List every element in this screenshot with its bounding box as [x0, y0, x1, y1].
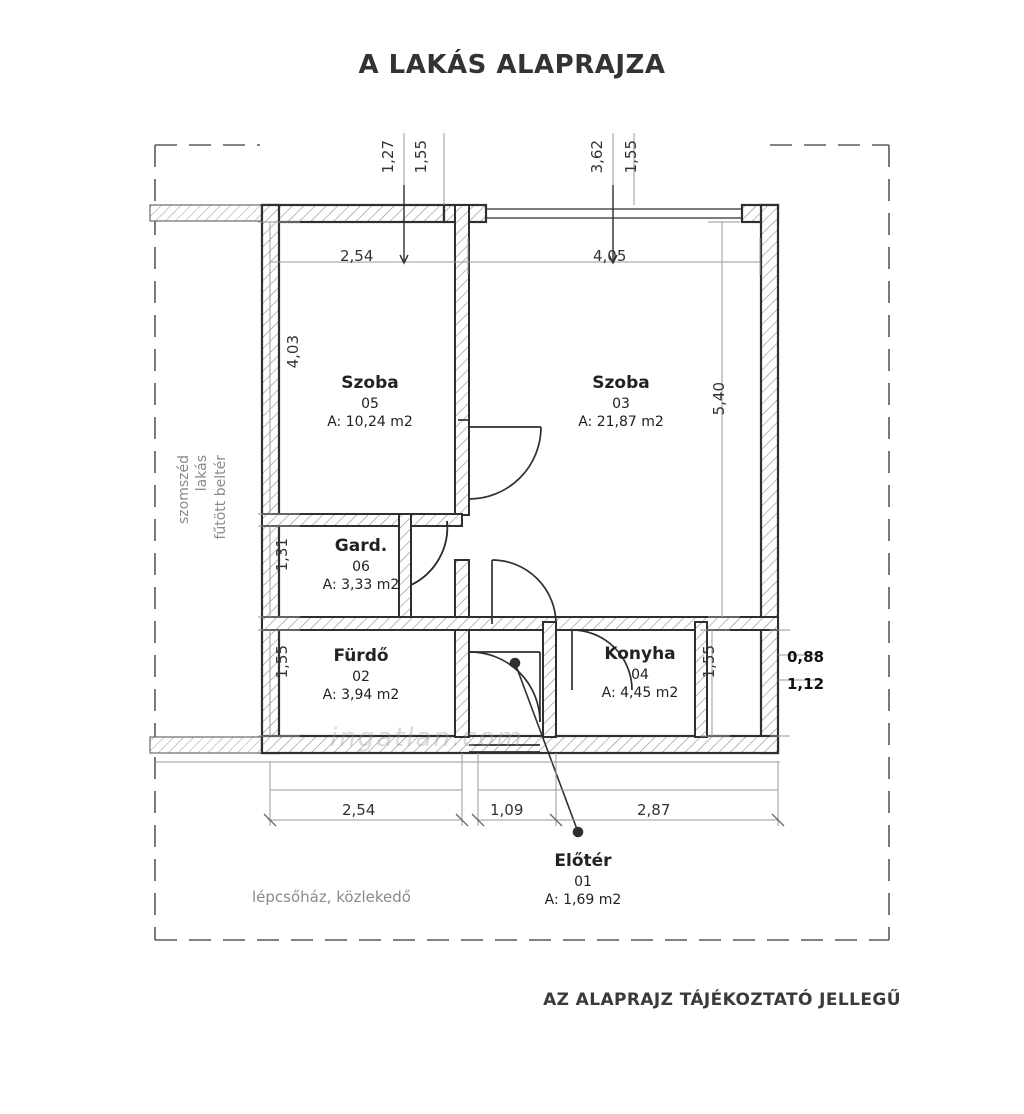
- room-area: A: 10,24 m2: [327, 414, 413, 431]
- room-label-furdo-02: [281, 645, 441, 705]
- dim-right-small-upper: 0,88: [787, 648, 825, 666]
- disclaimer-text: AZ ALAPRAJZ TÁJÉKOZTATÓ JELLEGŰ: [543, 990, 901, 1010]
- room-name: Gard.: [334, 536, 388, 556]
- room-label-gard-06: [291, 535, 431, 595]
- room-label-konyha-04: [560, 643, 720, 703]
- dimension-lines: [155, 133, 820, 826]
- room-number: 01: [574, 873, 592, 890]
- dim-top-left-inner: 1,27: [379, 140, 397, 174]
- note-neighbour-line1: szomszéd: [176, 455, 192, 524]
- note-neighbour-line2: lakás: [194, 455, 210, 492]
- dim-bottom-mid: 1,09: [490, 801, 524, 819]
- room-number: 05: [361, 395, 379, 412]
- room-number: 03: [612, 395, 630, 412]
- room-area: A: 3,94 m2: [322, 687, 400, 704]
- dim-left-szoba-height: 4,03: [284, 335, 302, 369]
- room-label-eloter-01: [498, 850, 668, 910]
- note-staircase: lépcsőház, közlekedő: [252, 888, 411, 906]
- page-title: A LAKÁS ALAPRAJZA: [358, 50, 666, 80]
- dim-bottom-right: 2,87: [637, 801, 671, 819]
- room-number: 06: [352, 558, 370, 575]
- room-label-szoba-05: [290, 372, 450, 432]
- room-name: Szoba: [341, 373, 399, 393]
- room-number: 02: [352, 668, 370, 685]
- dim-top-right-outer: 1,55: [622, 140, 640, 174]
- room-area: A: 3,33 m2: [322, 577, 400, 594]
- room-name: Fürdő: [333, 646, 389, 666]
- dim-right-konyha-height: 1,55: [700, 645, 718, 679]
- room-area: A: 21,87 m2: [578, 414, 664, 431]
- dim-bottom-left: 2,54: [342, 801, 376, 819]
- room-label-szoba-03: [531, 372, 711, 432]
- room-name: Konyha: [604, 644, 676, 664]
- note-neighbour-line3: fűtött beltér: [213, 455, 229, 540]
- dim-right-small-lower: 1,12: [787, 675, 825, 693]
- dim-left-furdo-height: 1,55: [273, 645, 291, 679]
- dim-top-left-outer: 1,55: [412, 140, 430, 174]
- room-name: Szoba: [592, 373, 650, 393]
- dim-top-room-right: 4,05: [593, 247, 627, 265]
- room-number: 04: [631, 666, 649, 683]
- dim-left-gard-height: 1,31: [273, 538, 291, 572]
- watermark: ingatlan.com: [330, 723, 524, 753]
- dim-top-right-inner: 3,62: [588, 140, 606, 174]
- room-area: A: 1,69 m2: [544, 892, 622, 909]
- room-area: A: 4,45 m2: [601, 685, 679, 702]
- dim-top-room-left: 2,54: [340, 247, 374, 265]
- dim-right-total-height: 5,40: [710, 382, 728, 416]
- room-name: Előtér: [554, 851, 612, 871]
